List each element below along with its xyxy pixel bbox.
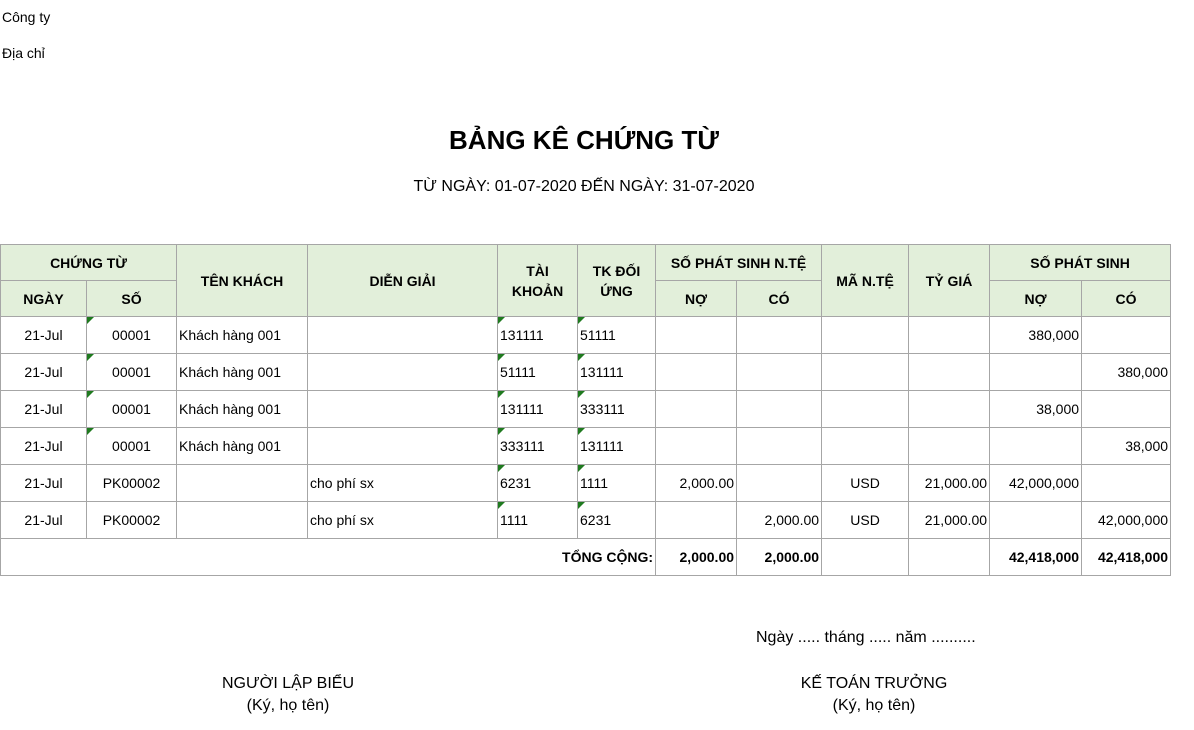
cell-number: 00001 [87,428,177,465]
preparer-signature-block [168,673,408,717]
header-fx-credit: CÓ [737,281,822,317]
cell-number: 00001 [87,317,177,354]
preparer-note: (Ký, họ tên) [246,697,330,714]
cell-credit [1082,465,1171,502]
cell-account: 51111 [498,354,578,391]
cell-customer [177,502,308,539]
cell-date: 21-Jul [1,354,87,391]
cell-rate [909,317,990,354]
cell-fx-credit [737,317,822,354]
cell-date: 21-Jul [1,465,87,502]
voucher-table [0,244,1171,576]
cell-currency [822,354,909,391]
cell-account: 131111 [498,391,578,428]
cell-debit [990,502,1082,539]
cell-rate [909,428,990,465]
header-fx-group: SỐ PHÁT SINH N.TỆ [656,245,822,281]
cell-fx-debit [656,317,737,354]
header-contra-account: TK ĐỐI ỨNG [578,245,656,317]
header-date: NGÀY [1,281,87,317]
total-rate [909,539,990,576]
cell-credit: 38,000 [1082,428,1171,465]
cell-fx-debit [656,502,737,539]
cell-rate: 21,000.00 [909,502,990,539]
cell-credit [1082,391,1171,428]
total-debit: 42,418,000 [990,539,1082,576]
cell-account: 6231 [498,465,578,502]
signature-date-line: Ngày ..... tháng ..... năm .......... [756,629,976,646]
cell-fx-credit [737,465,822,502]
header-customer: TÊN KHÁCH [177,245,308,317]
cell-contra-account: 6231 [578,502,656,539]
total-fx-credit: 2,000.00 [737,539,822,576]
cell-account: 333111 [498,428,578,465]
cell-date: 21-Jul [1,502,87,539]
cell-number: PK00002 [87,465,177,502]
header-fx-debit: NỢ [656,281,737,317]
cell-currency [822,428,909,465]
header-description: DIỄN GIẢI [308,245,498,317]
cell-contra-account: 1111 [578,465,656,502]
header-rate: TỶ GIÁ [909,245,990,317]
cell-fx-debit [656,354,737,391]
cell-currency: USD [822,465,909,502]
address-label: Địa chỉ [2,45,45,61]
cell-fx-debit: 2,000.00 [656,465,737,502]
cell-description: cho phí sx [308,465,498,502]
cell-number: 00001 [87,354,177,391]
cell-number: 00001 [87,391,177,428]
cell-customer: Khách hàng 001 [177,428,308,465]
cell-fx-debit [656,428,737,465]
cell-rate [909,354,990,391]
total-credit: 42,418,000 [1082,539,1171,576]
header-currency: MÃ N.TỆ [822,245,909,317]
chief-accountant-note: (Ký, họ tên) [832,697,916,714]
cell-rate [909,391,990,428]
cell-description [308,428,498,465]
cell-debit [990,354,1082,391]
cell-credit [1082,317,1171,354]
cell-currency [822,391,909,428]
cell-contra-account: 333111 [578,391,656,428]
total-currency [822,539,909,576]
cell-fx-credit [737,428,822,465]
cell-date: 21-Jul [1,317,87,354]
preparer-title: NGƯỜI LẬP BIỂU [221,675,354,692]
cell-fx-credit [737,391,822,428]
cell-description [308,391,498,428]
cell-fx-credit: 2,000.00 [737,502,822,539]
cell-fx-credit [737,354,822,391]
report-period: TỪ NGÀY: 01-07-2020 ĐẾN NGÀY: 31-07-2020 [413,178,755,195]
cell-currency [822,317,909,354]
header-voucher-group: CHỨNG TỪ [1,245,177,281]
cell-customer [177,465,308,502]
cell-debit: 42,000,000 [990,465,1082,502]
chief-accountant-signature-block [754,673,994,717]
cell-contra-account: 51111 [578,317,656,354]
cell-contra-account: 131111 [578,428,656,465]
table-row [1,354,1171,391]
cell-customer: Khách hàng 001 [177,317,308,354]
cell-account: 131111 [498,317,578,354]
cell-number: PK00002 [87,502,177,539]
header-number: SỐ [87,281,177,317]
cell-contra-account: 131111 [578,354,656,391]
total-label: TỔNG CỘNG: [1,539,656,576]
header-credit: CÓ [1082,281,1171,317]
cell-credit: 42,000,000 [1082,502,1171,539]
cell-customer: Khách hàng 001 [177,354,308,391]
table-row [1,317,1171,354]
header-account: TÀI KHOẢN [498,245,578,317]
total-row [1,539,1171,576]
cell-description [308,317,498,354]
cell-currency: USD [822,502,909,539]
cell-debit: 380,000 [990,317,1082,354]
table-row [1,428,1171,465]
table-row [1,502,1171,539]
header-debit: NỢ [990,281,1082,317]
cell-debit [990,428,1082,465]
cell-fx-debit [656,391,737,428]
chief-accountant-title: KẾ TOÁN TRƯỞNG [800,675,948,692]
cell-account: 1111 [498,502,578,539]
cell-description [308,354,498,391]
company-label: Công ty [2,9,51,25]
total-fx-debit: 2,000.00 [656,539,737,576]
cell-debit: 38,000 [990,391,1082,428]
table-row [1,391,1171,428]
cell-credit: 380,000 [1082,354,1171,391]
cell-description: cho phí sx [308,502,498,539]
cell-date: 21-Jul [1,391,87,428]
cell-date: 21-Jul [1,428,87,465]
report-title: BẢNG KÊ CHỨNG TỪ [449,125,719,155]
table-row [1,465,1171,502]
header-amount-group: SỐ PHÁT SINH [990,245,1171,281]
cell-rate: 21,000.00 [909,465,990,502]
cell-customer: Khách hàng 001 [177,391,308,428]
